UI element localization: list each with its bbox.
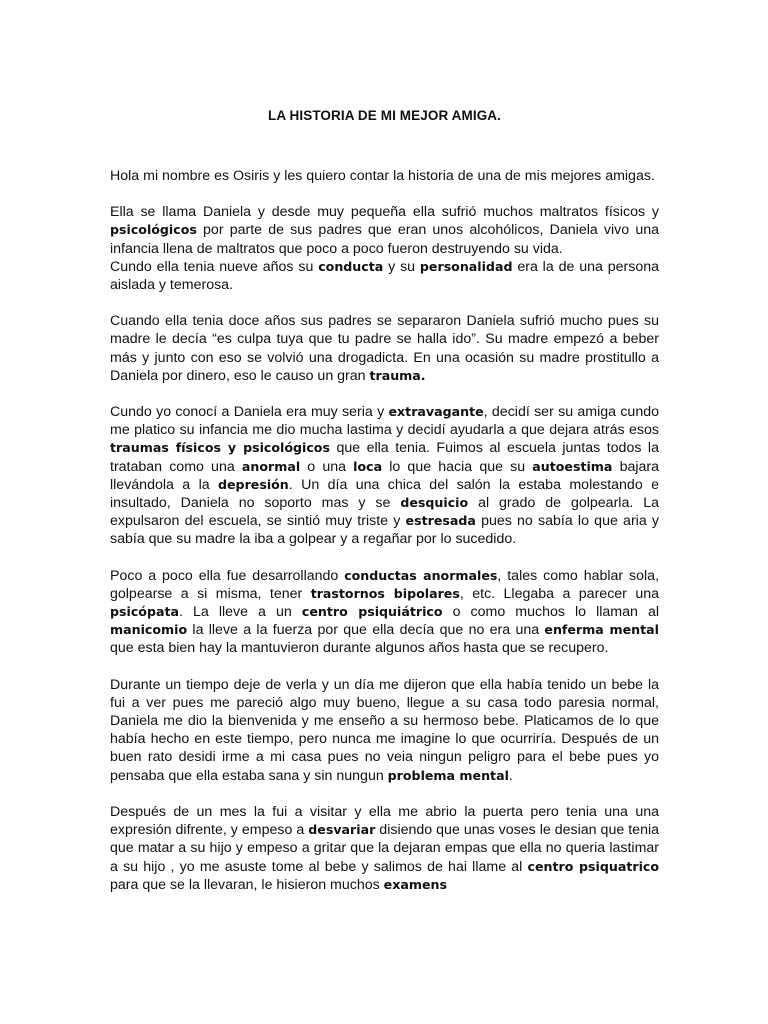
bold-term: psicópata: [110, 604, 179, 620]
bold-term: personalidad: [419, 258, 513, 274]
paragraph-text: y su: [383, 258, 420, 275]
paragraph-text: disiendo que unas voses le desian que tenia que matar a su hijo y empeso a gritar que la dejaran empas que ella no queria lastimar a su hijo , yo me asuste tome al bebe y salimos de hai llame al: [110, 822, 660, 875]
paragraph-text: para que se la llevaran, le hisieron muchos: [110, 876, 384, 893]
paragraph: [110, 567, 659, 658]
paragraph-text: lo que hacia que su: [382, 458, 533, 475]
paragraph-text: , tales como hablar sola, golpearse a si misma, tener: [110, 567, 660, 602]
bold-term: centro psiquatrico: [527, 858, 659, 874]
bold-term: desvariar: [308, 822, 376, 838]
bold-term: desquicio: [400, 495, 469, 511]
bold-term: centro psiquiátrico: [301, 604, 443, 620]
paragraph-text: . Un día una chica del salón la estaba molestando e insultado, Daniela no soporto mas y se: [110, 476, 659, 512]
bold-term: trauma.: [369, 367, 426, 383]
paragraph-gap: [110, 785, 659, 803]
paragraph-text: bajara llevándola a la: [110, 458, 660, 493]
bold-term: depresión: [218, 476, 289, 492]
bold-term: trastornos bipolares: [310, 585, 460, 601]
paragraph-text: Ella se llama Daniela y desde muy pequeña ella sufrió muchos maltratos físicos y: [110, 204, 659, 221]
paragraph-text: . La lleve a un: [178, 604, 302, 621]
paragraph: [110, 403, 659, 549]
bold-term: enferma mental: [544, 622, 659, 638]
paragraph-text: .: [508, 767, 513, 784]
bold-term: extravagante: [388, 404, 484, 420]
paragraph: [110, 803, 659, 894]
document-page: [110, 107, 659, 894]
paragraph-text: Durante un tiempo deje de verla y un día me dijeron que ella había tenido un bebe la fui a ver pues me pareció algo muy bueno, llegue a su casa todo paresia normal, Daniela me dio la bienvenida y me enseño a su hermoso bebe. Platicamos de lo que había hecho en este tiempo, pero nunca me imagine lo que ocurriría. Después de un buen rato desidi irme a mi casa pues no veia ningun peligro para el bebe pues yo pensaba que ella estaba sana y sin nungun: [110, 676, 659, 784]
paragraph-text: la lleve a la fuerza por que ella decía que no era una: [187, 622, 545, 639]
paragraph: [110, 676, 659, 785]
paragraph: [110, 258, 659, 294]
paragraph-text: que esta bien hay la mantuvieron durante algunos años hasta que se recupero.: [110, 640, 609, 657]
paragraph-gap: [110, 185, 659, 203]
bold-term: conductas anormales: [344, 567, 498, 583]
paragraph-text: o como muchos lo llaman al: [442, 604, 660, 621]
paragraph-text: , etc. Llegaba a parecer una: [459, 585, 660, 602]
paragraph-text: Cundo yo conocí a Daniela era muy seria y: [110, 404, 389, 421]
bold-term: loca: [353, 458, 383, 474]
paragraph-text: , decidí ser su amiga cundo me platico su infancia me dio mucha lastima y decidí ayudarla a que dejara atrás esos: [110, 404, 659, 439]
paragraph: [110, 203, 659, 258]
paragraph-text: que ella tenia. Fuimos al escuela juntas todos la trataban como una: [110, 440, 659, 475]
paragraph-text: o una: [300, 458, 354, 475]
paragraph-gap: [110, 294, 659, 312]
document-title: LA HISTORIA DE MI MEJOR AMIGA.: [267, 108, 501, 123]
paragraph-text: Cuando ella tenia doce años sus padres se separaron Daniela sufrió mucho pues su madre le decía “es culpa tuya que tu padre se halla ido”. Su madre empezó a beber más y junto con eso se volvió una drogadicta. En una ocasión su madre prostitullo a Daniela por dinero, eso le causo un gran: [110, 313, 659, 384]
bold-term: anormal: [241, 458, 301, 474]
paragraph: [110, 167, 659, 185]
paragraph: [110, 312, 659, 385]
bold-term: estresada: [405, 513, 476, 529]
paragraph-text: Poco a poco ella fue desarrollando: [110, 567, 345, 584]
bold-term: examens: [383, 876, 447, 892]
paragraph-text: Después de un mes la fui a visitar y ella me abrio la puerta pero tenia una una expresión difrente, y empeso a: [110, 803, 659, 839]
paragraph-gap: [110, 549, 659, 567]
bold-term: conducta: [318, 258, 384, 274]
paragraph-gap: [110, 658, 659, 676]
paragraph-text: Cundo ella tenia nueve años su: [110, 258, 319, 275]
paragraph-text: por parte de sus padres que eran unos alcohólicos, Daniela vivo una infancia llena de maltratos que poco a poco fueron destruyendo su vida.: [110, 222, 659, 257]
document-body: [110, 167, 659, 894]
paragraph-text: Hola mi nombre es Osiris y les quiero contar la historia de una de mis mejores amigas.: [110, 168, 655, 184]
bold-term: psicológicos: [110, 222, 197, 238]
bold-term: manicomio: [110, 622, 188, 638]
paragraph-text: pues no sabía lo que aria y sabía que su madre la iba a golpear y a regañar por lo sucedido.: [110, 513, 660, 548]
bold-term: problema mental: [387, 767, 509, 783]
paragraph-gap: [110, 385, 659, 403]
bold-term: traumas físicos y psicológicos: [110, 440, 330, 456]
paragraph-text: era la de una persona aislada y temerosa.: [110, 258, 660, 294]
paragraph-text: al grado de golpearla. La expulsaron del escuela, se sintió muy triste y: [110, 495, 659, 530]
bold-term: autoestima: [532, 458, 613, 474]
